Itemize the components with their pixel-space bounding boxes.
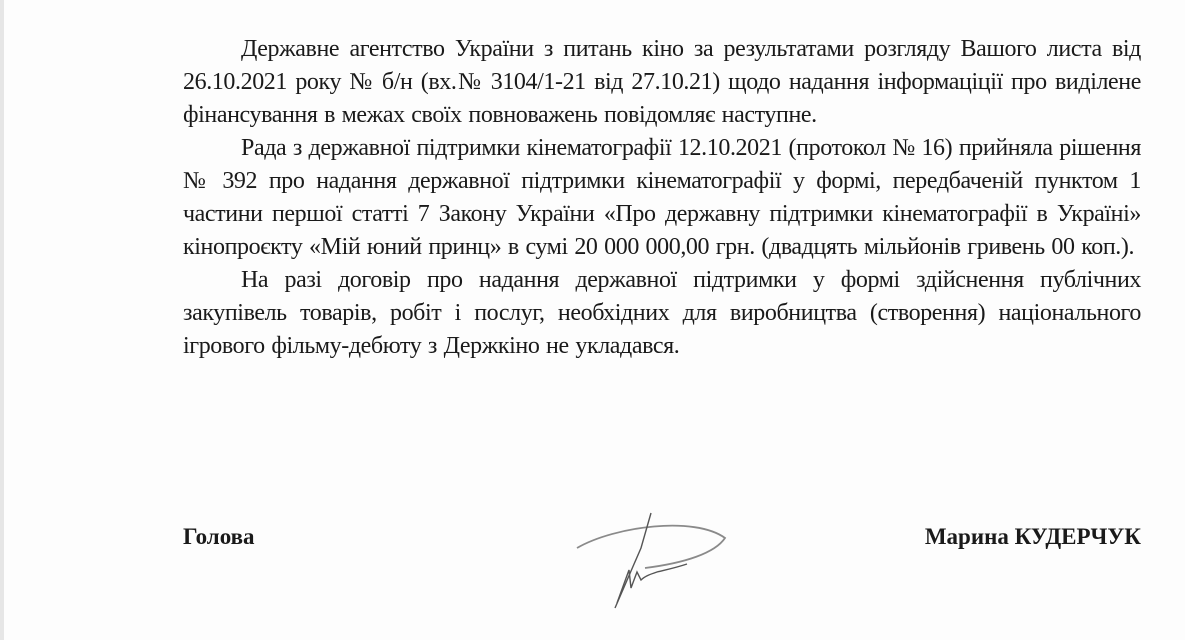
paragraph-request-reference: Державне агентство України з питань кіно за результатами розгляду Вашого листа від 26.10.2021 року № б/н (вх.№ 3104/1-21 від 27.10.21) щодо надання інформаціції про виділене фінансування в межах своїх повноважень повідомляє наступне.	[183, 36, 1141, 128]
signature-block	[183, 520, 1141, 630]
paragraph-contract-status: На разі договір про надання державної підтримки у формі здійснення публічних закупівель товарів, робіт і послуг, необхідних для виробництва (створення) національного ігрового фільму-дебюту з Держкіно не укладався.	[183, 267, 1141, 359]
page-edge	[0, 0, 4, 640]
signatory-title: Голова	[183, 524, 255, 549]
handwritten-signature-icon	[575, 508, 735, 618]
paragraph-council-decision: Рада з державної підтримки кінематографії 12.10.2021 (протокол № 16) прийняла рішення № 392 про надання державної підтримки кінематографії у формі, передбаченій пунктом 1 частини першої статті 7 Закону України «Про державну підтримки кінематографії в Україні» кінопроєкту «Мій юний принц» в сумі 20 000 000,00 грн. (двадцять мільйонів гривень 00 коп.).	[183, 135, 1142, 260]
letter-body	[183, 33, 1141, 363]
signatory-name: Марина КУДЕРЧУК	[924, 524, 1141, 549]
